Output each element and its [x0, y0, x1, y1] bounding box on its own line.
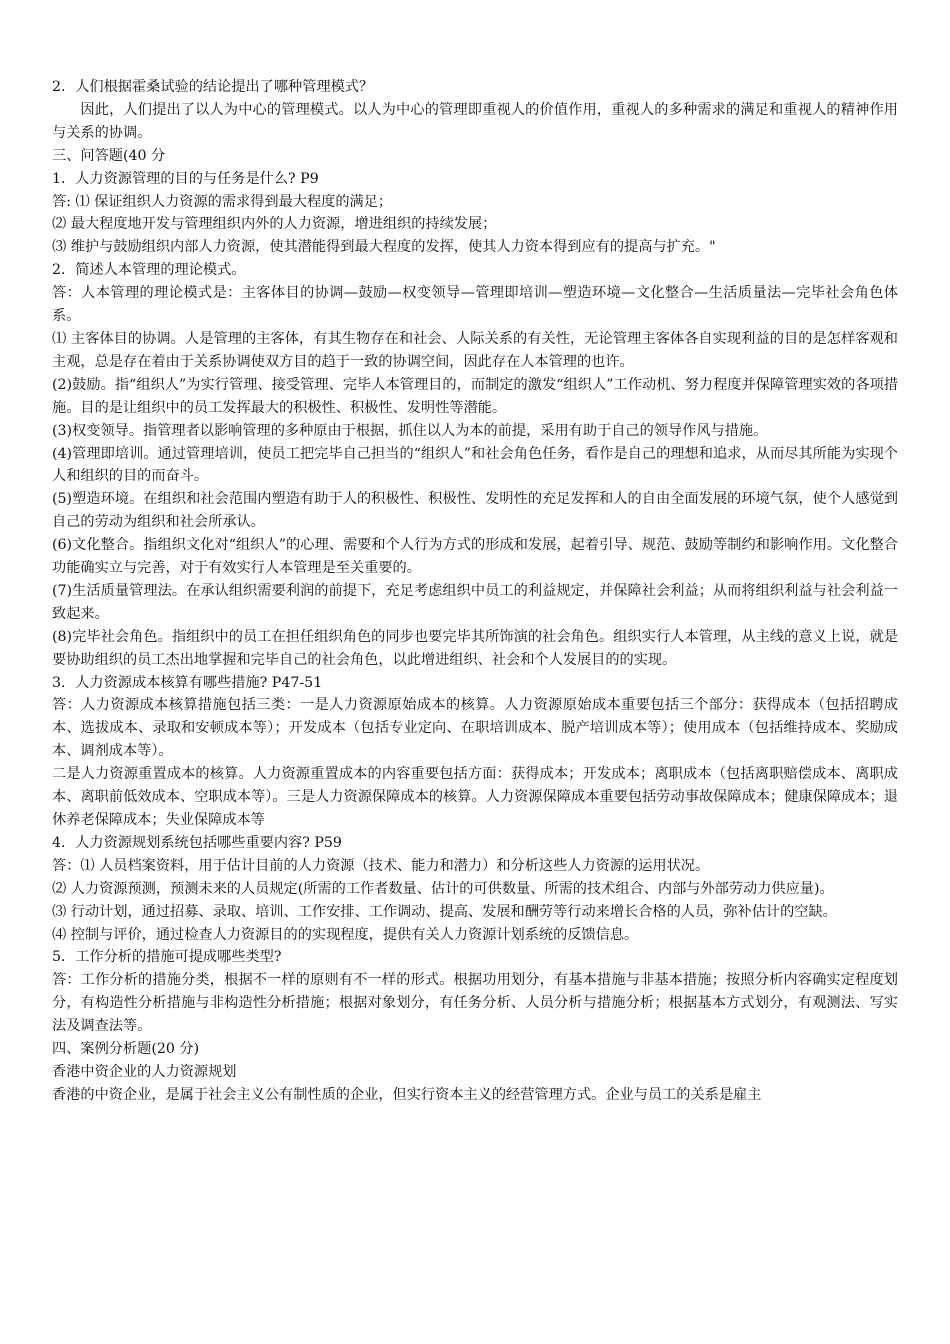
answer-paragraph: 因此，人们提出了以人为中心的管理模式。以人为中心的管理即重视人的价值作用，重视人的多种需求的满足和重视人的精神作用与关系的协调。 — [52, 101, 898, 141]
answer-paragraph: (2)鼓励。指“组织人”为实行管理、接受管理、完毕人本管理目的，而制定的激发“组织人”工作动机、努力程度并保障管理实效的各项措施。目的是让组织中的员工发挥最大的积极性、积极性、发明性等潜能。 — [52, 376, 898, 416]
answer-paragraph: (3)权变领导。指管理者以影响管理的多种原由于根据，抓住以人为本的前提，采用有助于自己的领导作风与措施。 — [52, 422, 768, 439]
answer-paragraph: 二是人力资源重置成本的核算。人力资源重置成本的内容重要包括方面：获得成本；开发成本；离职成本（包括离职赔偿成本、离职成本、离职前低效成本、空职成本等）。三是人力资源保障成本的核算。人力资源保障成本重要包括劳动事故保障成本；健康保障成本；退休养老保障成本；失业保障成本等 — [52, 766, 898, 828]
case-paragraph: 香港的中资企业，是属于社会主义公有制性质的企业，但实行资本主义的经营管理方式。企业与员工的关系是雇主 — [52, 1086, 762, 1103]
question-heading: 1．人力资源管理的目的与任务是什么? P9 — [52, 170, 319, 187]
answer-paragraph: 答：⑴ 人员档案资料，用于估计目前的人力资源（技术、能力和潜力）和分析这些人力资源的运用状况。 — [52, 857, 710, 874]
answer-paragraph: 答：工作分析的措施分类，根据不一样的原则有不一样的形式。根据功用划分，有基本措施与非基本措施；按照分析内容确实定程度划分，有构造性分析措施与非构造性分析措施；根据对象划分，有任务分析、人员分析与措施分析；根据基本方式划分，有观测法、写实法及调查法等。 — [52, 972, 898, 1035]
question-heading: 5．工作分析的措施可提成哪些类型? — [52, 949, 282, 966]
answer-paragraph: 答：人力资源成本核算措施包括三类：一是人力资源原始成本的核算。人力资源原始成本重要包括三个部分：获得成本（包括招聘成本、选拔成本、录取和安顿成本等）；开发成本（包括专业定向、在职培训成本、脱产培训成本等）；使用成本（包括维持成本、奖励成本、调剂成本等）。 — [52, 697, 898, 760]
section-heading: 三、问答题(40 分 — [52, 147, 166, 164]
answer-paragraph: (6)文化整合。指组织文化对“组织人”的心理、需要和个人行为方式的形成和发展，起着引导、规范、鼓励等制约和影响作用。文化整合功能确实立与完善，对于有效实行人本管理是至关重要的。 — [52, 537, 898, 577]
answer-paragraph: ⑵ 最大程度地开发与管理组织内外的人力资源，增进组织的持续发展； — [52, 216, 497, 233]
answer-paragraph: ⑷ 控制与评价，通过检查人力资源目的的实现程度，提供有关人力资源计划系统的反馈信息。 — [52, 926, 639, 943]
section-heading: 四、案例分析题(20 分) — [52, 1041, 200, 1058]
answer-paragraph: (4)管理即培训。通过管理培训，使员工把完毕自己担当的“组织人”和社会角色任务，看作是自己的理想和追求，从而尽其所能为实现个人和组织的目的而奋斗。 — [52, 445, 898, 485]
answer-paragraph: (7)生活质量管理法。在承认组织需要利润的前提下，充足考虑组织中员工的利益规定，并保障社会利益；从而将组织利益与社会利益一致起来。 — [52, 582, 898, 622]
question-heading: 4．人力资源规划系统包括哪些重要内容? P59 — [52, 834, 342, 851]
question-heading: 2．简述人本管理的理论模式。 — [52, 262, 246, 279]
case-title: 香港中资企业的人力资源规划 — [52, 1063, 237, 1080]
question-heading: 2．人们根据霍桑试验的结论提出了哪种管理模式？ — [52, 79, 374, 95]
answer-paragraph: (8)完毕社会角色。指组织中的员工在担任组织角色的同步也要完毕其所饰演的社会角色。组织实行人本管理，从主线的意义上说，就是要协助组织的员工杰出地掌握和完毕自己的社会角色，以此增进组织、社会和个人发展目的的实现。 — [52, 628, 898, 668]
answer-paragraph: ⑶ 行动计划，通过招募、录取、培训、工作安排、工作调动、提高、发展和酬劳等行动来增长合格的人员，弥补估计的空缺。 — [52, 903, 837, 920]
answer-paragraph: ⑶ 维护与鼓励组织内部人力资源，使其潜能得到最大程度的发挥，使其人力资本得到应有的提高与扩充。" — [52, 239, 716, 256]
document-page — [52, 76, 898, 1107]
answer-paragraph: ⑴ 主客体目的协调。人是管理的主客体，有其生物存在和社会、人际关系的有关性，无论管理主客体各自实现利益的目的是怎样客观和主观，总是存在着由于关系协调使双方目的趋于一致的协调空间，因此存在人本管理的也许。 — [52, 330, 898, 370]
answer-paragraph: (5)塑造环境。在组织和社会范围内塑造有助于人的积极性、积极性、发明性的充足发挥和人的自由全面发展的环境气氛，使个人感觉到自己的劳动为组织和社会所承认。 — [52, 491, 898, 531]
answer-paragraph: 答: ⑴ 保证组织人力资源的需求得到最大程度的满足； — [52, 193, 393, 210]
answer-paragraph: ⑵ 人力资源预测，预测未来的人员规定(所需的工作者数量、估计的可供数量、所需的技术组合、内部与外部劳动力供应量)。 — [52, 880, 834, 897]
answer-paragraph: 答：人本管理的理论模式是：主客体目的协调—鼓励—权变领导—管理即培训—塑造环境—文化整合—生活质量法—完毕社会角色体系。 — [52, 285, 898, 325]
question-heading: 3．人力资源成本核算有哪些措施? P47-51 — [52, 674, 323, 691]
